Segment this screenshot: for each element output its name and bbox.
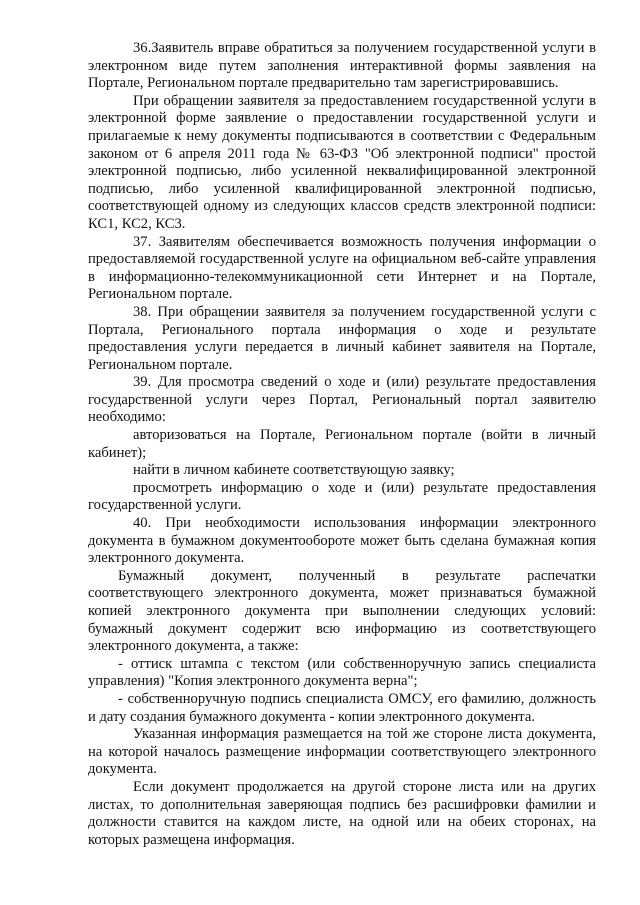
paragraph-paper-document: Бумажный документ, полученный в результате распечатки соответствующего электронного документа, может признаваться бумажной копией электронного документа при выполнении следующих условий: бумажный документ содержит всю информацию из соответствующего электронного документа, а также: [88, 567, 596, 655]
list-item-view-info: просмотреть информацию о ходе и (или) результате предоставления государственной услуги. [88, 479, 596, 514]
paragraph-36-electronic-signature: При обращении заявителя за предоставлением государственной услуги в электронной форме заявление о предоставлении государственной услуги и прилагаемые к нему документы подписываются в соответствии с Федеральным законом от 6 апреля 2011 года № 63-ФЗ "Об электронной подписи" простой электронной подписью, либо усиленной неквалифицированной электронной подписью, либо усиленной квалифицированной электронной подписью, соответствующей одному из следующих классов средств электронной подписи: КС1, КС2, КС3. [88, 92, 596, 232]
paragraph-38: 38. При обращении заявителя за получением государственной услуги с Портала, Регионального портала информация о ходе и результате предоставления услуги передается в личный кабинет заявителя на Портале, Региональном портале. [88, 303, 596, 373]
paragraph-39: 39. Для просмотра сведений о ходе и (или) результате предоставления государственной услуги через Портал, Региональный портал заявителю необходимо: [88, 374, 596, 426]
paragraph-placement: Указанная информация размещается на той же стороне листа документа, на которой началось размещение информации соответствующего электронного документа. [88, 726, 596, 778]
paragraph-continuation: Если документ продолжается на другой стороне листа или на других листах, то дополнительная заверяющая подпись без расшифровки фамилии и должности ставится на каждом листе, на одной или на обеих сторонах, на которых размещена информация. [88, 778, 596, 848]
list-item-stamp: - оттиск штампа с текстом (или собственноручную запись специалиста управления) "Копия электронного документа верна"; [88, 655, 596, 690]
list-item-authorize: авторизоваться на Портале, Региональном портале (войти в личный кабинет); [88, 427, 596, 461]
list-item-signature: - собственноручную подпись специалиста ОМСУ, его фамилию, должность и дату создания бумажного документа - копии электронного документа. [88, 690, 596, 725]
paragraph-40: 40. При необходимости использования информации электронного документа в бумажном документообороте может быть сделана бумажная копия электронного документа. [88, 515, 596, 567]
paragraph-36: 36.Заявитель вправе обратиться за получением государственной услуги в электронном виде путем заполнения интерактивной формы заявления на Портале, Региональном портале предварительно там зарегистрировавшись. [88, 40, 596, 92]
list-item-find-request: найти в личном кабинете соответствующую заявку; [133, 462, 455, 479]
paragraph-37: 37. Заявителям обеспечивается возможность получения информации о предоставляемой государственной услуге на официальном веб-сайте управления в информационно-телекоммуникационной сети Интернет и на Портале, Региональном портале. [88, 233, 596, 303]
document-page [88, 40, 596, 849]
